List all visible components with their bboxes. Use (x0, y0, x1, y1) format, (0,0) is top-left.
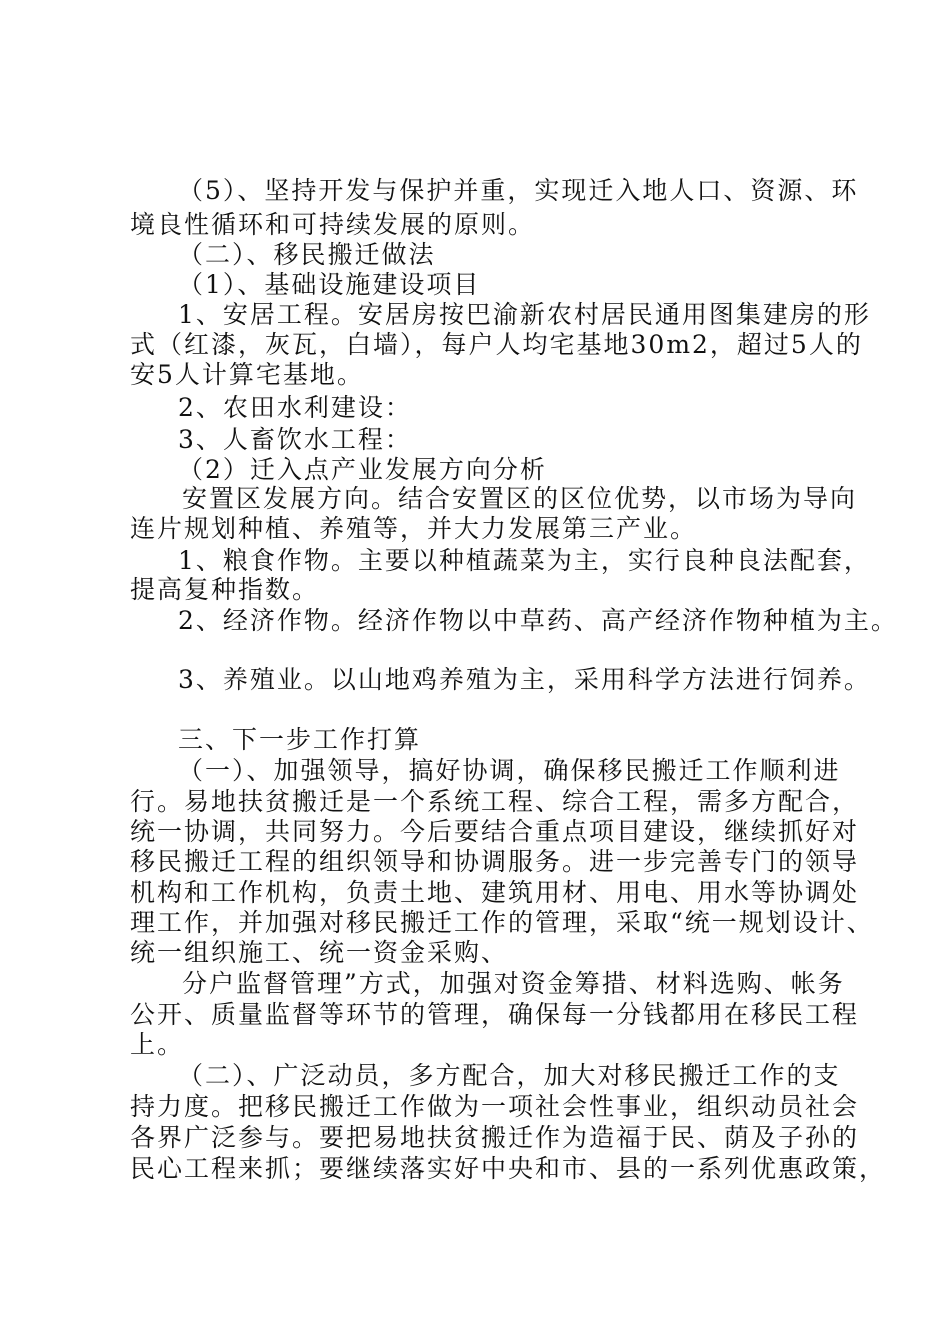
text-line: 安置区发展方向。结合安置区的区位优势，以市场为导向 (182, 484, 858, 513)
text-line: 式（红漆，灰瓦，白墙），每户人均宅基地30m2，超过5人的 (130, 330, 863, 359)
text-line: （1）、基础设施建设项目 (178, 270, 481, 299)
text-line: 统一协调，共同努力。今后要结合重点项目建设，继续抓好对 (130, 817, 860, 846)
text-line: 各界广泛参与。要把易地扶贫搬迁作为造福于民、荫及子孙的 (130, 1123, 860, 1152)
text-line: 1、粮食作物。主要以种植蔬菜为主，实行良种良法配套， (178, 546, 871, 575)
text-line: 3、人畜饮水工程： (178, 425, 412, 454)
text-line: 移民搬迁工程的组织领导和协调服务。进一步完善专门的领导 (130, 847, 860, 876)
text-line: 机构和工作机构，负责土地、建筑用材、用电、用水等协调处 (130, 878, 860, 907)
text-line: 行。易地扶贫搬迁是一个系统工程、综合工程，需多方配合， (130, 787, 860, 816)
text-line: 提高复种指数。 (130, 575, 320, 604)
text-line: 统一组织施工、统一资金采购、 (130, 938, 509, 967)
text-line: 公开、质量监督等环节的管理，确保每一分钱都用在移民工程 (130, 1000, 860, 1029)
text-line: 理工作，并加强对移民搬迁工作的管理，采取“统一规划设计、 (130, 908, 874, 937)
text-line: 连片规划种植、养殖等，并大力发展第三产业。 (130, 514, 698, 543)
text-line: 民心工程来抓；要继续落实好中央和市、县的一系列优惠政策， (130, 1154, 887, 1183)
text-line: （5）、坚持开发与保护并重，实现迁入地人口、资源、环 (178, 176, 859, 205)
text-line: 境良性循环和可持续发展的原则。 (130, 210, 536, 239)
text-line: （二）、广泛动员，多方配合，加大对移民搬迁工作的支 (178, 1061, 841, 1090)
text-line: 分户监督管理”方式，加强对资金筹措、材料选购、帐务 (182, 969, 845, 998)
text-line: （一）、加强领导，搞好协调，确保移民搬迁工作顺利进 (178, 756, 841, 785)
text-line: （二）、移民搬迁做法 (178, 240, 436, 269)
text-line: 安5人计算宅基地。 (130, 360, 364, 389)
text-line: 三、下一步工作打算 (178, 725, 422, 754)
text-line: （2）迁入点产业发展方向分析 (178, 455, 547, 484)
text-line: 2、经济作物。经济作物以中草药、高产经济作物种植为主。 (178, 606, 898, 635)
text-line: 上。 (130, 1030, 185, 1059)
text-line: 3、养殖业。以山地鸡养殖为主，采用科学方法进行饲养。 (178, 665, 871, 694)
text-line: 2、农田水利建设： (178, 393, 412, 422)
text-line: 持力度。把移民搬迁工作做为一项社会性事业，组织动员社会 (130, 1092, 860, 1121)
text-line: 1、安居工程。安居房按巴渝新农村居民通用图集建房的形 (178, 300, 871, 329)
